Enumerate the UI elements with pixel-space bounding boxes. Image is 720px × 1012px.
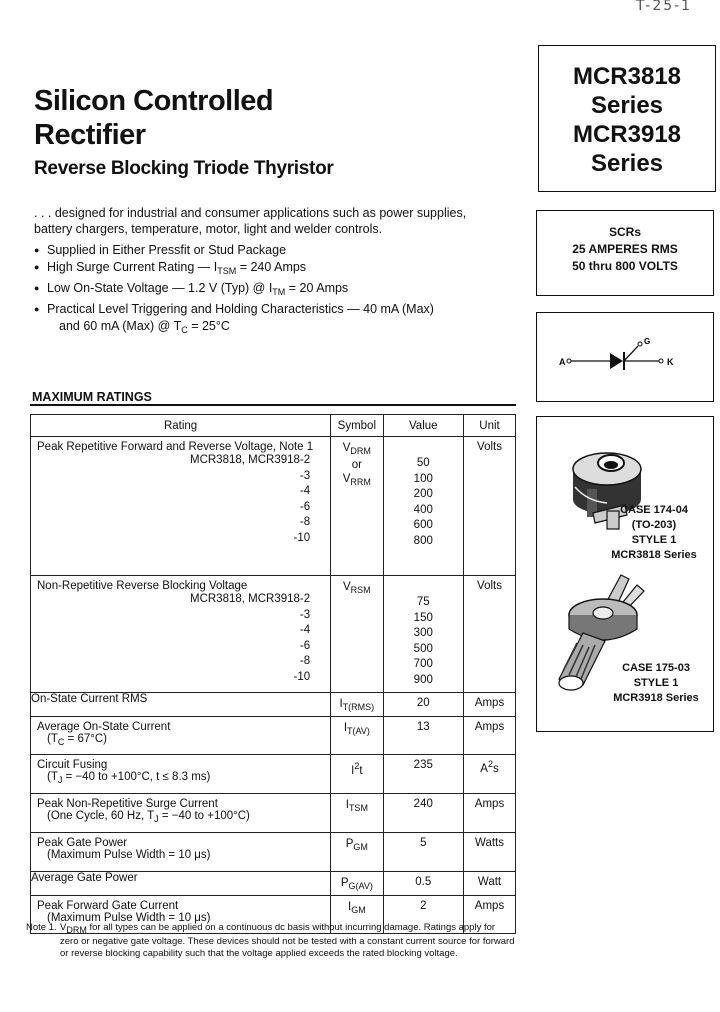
corner-annotation: T-25-1 <box>636 0 693 14</box>
divider <box>30 404 516 406</box>
scr-symbol-box <box>536 312 714 402</box>
table-header-row <box>31 415 516 437</box>
col-value: Value <box>383 415 464 437</box>
page-title <box>34 84 273 152</box>
title-line-1: Silicon Controlled <box>34 85 274 117</box>
scr-summary-box: SCRs 25 AMPERES RMS 50 thru 800 VOLTS <box>536 210 714 296</box>
table-row: On-State Current RMS $I_{T(RMS)}$ 20 Amps <box>31 693 516 717</box>
case2-label: CASE 175-03 STYLE 1 MCR3918 Series <box>613 662 699 704</box>
col-rating: Rating <box>31 415 331 437</box>
intro-paragraph: . . . designed for industrial and consumer applications such as power supplies, battery chargers, temperature, motor, light and welder controls. <box>34 206 467 236</box>
svg-text:K: K <box>667 357 674 367</box>
thyristor-symbol-icon <box>537 313 712 400</box>
series-box: MCR3818 Series MCR3918 Series <box>538 45 716 192</box>
max-ratings-table <box>30 414 516 934</box>
value-list: 50 100 200 400 600 800 <box>413 457 433 547</box>
title-line-2: Rectifier <box>34 119 146 151</box>
feature-item: ● Low On-State Voltage — 1.2 V (Typ) @ $I_{TM} = 20$ Amps <box>34 280 504 301</box>
table-row: Circuit Fusing ($T_J = -40$ to +100°C, t ≤ 8.3 ms) $I^2t$ 235 $A^2s$ <box>31 755 516 794</box>
feature-item: ● Practical Level Triggering and Holding Characteristics — 40 mA (Max) and 60 mA (Max) @ $T_C = 25^\circ C$ <box>34 301 504 339</box>
table-row: Average On-State Current $(T_C = 67^\circ C)$ $I_{T(AV)}$ 13 Amps <box>31 717 516 755</box>
feature-item: ● High Surge Current Rating — $I_{TSM} = 240$ Amps <box>34 259 504 280</box>
footnote: Note 1. $V_{DRM}$ for all types can be applied on a continuous dc basis without incurring damage. Ratings apply for zero or negative gate voltage. These devices should not be tested with a constant current source for forward or reverse blocking capability such that the voltage applied exceeds the rated blocking voltage. <box>26 922 515 959</box>
page-subtitle: Reverse Blocking Triode Thyristor <box>34 158 334 179</box>
svg-text:A: A <box>559 357 566 367</box>
case1-label: CASE 174-04 (TO-203) STYLE 1 MCR3818 Series <box>611 504 697 561</box>
table-row: Peak Repetitive Forward and Reverse Voltage, Note 1 MCR3818, MCR3918-2 -3 -4 -6 -8 -10 $V_{DRM}$ or $V_{RRM}$ 50 100 200 400 600 800 Volts <box>31 437 516 576</box>
table-row: Average Gate Power $P_{G(AV)}$ 0.5 Watt <box>31 872 516 896</box>
col-symbol: Symbol <box>331 415 383 437</box>
feature-item: ● Supplied in Either Pressfit or Stud Package <box>34 242 504 259</box>
value-list: 75 150 300 500 700 900 <box>413 596 433 686</box>
svg-text:G: G <box>644 337 651 346</box>
table-row: Peak Forward Gate Current (Maximum Pulse Width = 10 μs) $I_{GM}$ 2 Amps <box>31 896 516 934</box>
device-list: MCR3818, MCR3918-2 -3 -4 -6 -8 -10 <box>189 593 311 683</box>
device-list: MCR3818, MCR3918-2 -3 -4 -6 -8 -10 <box>189 454 311 544</box>
package-box <box>536 416 714 732</box>
col-unit: Unit <box>464 415 516 437</box>
feature-list <box>34 242 504 339</box>
table-row: Peak Gate Power (Maximum Pulse Width = 10 μs) $P_{GM}$ 5 Watts <box>31 833 516 872</box>
max-ratings-title: MAXIMUM RATINGS <box>32 390 152 404</box>
table-row: Non-Repetitive Reverse Blocking Voltage MCR3818, MCR3918-2 -3 -4 -6 -8 -10 $V_{RSM}$ 75 150 300 500 700 900 Volts <box>31 576 516 693</box>
table-row: Peak Non-Repetitive Surge Current (One Cycle, 60 Hz, $T_J = -40$ to +100°C) $I_{TSM}$ 240 Amps <box>31 794 516 833</box>
